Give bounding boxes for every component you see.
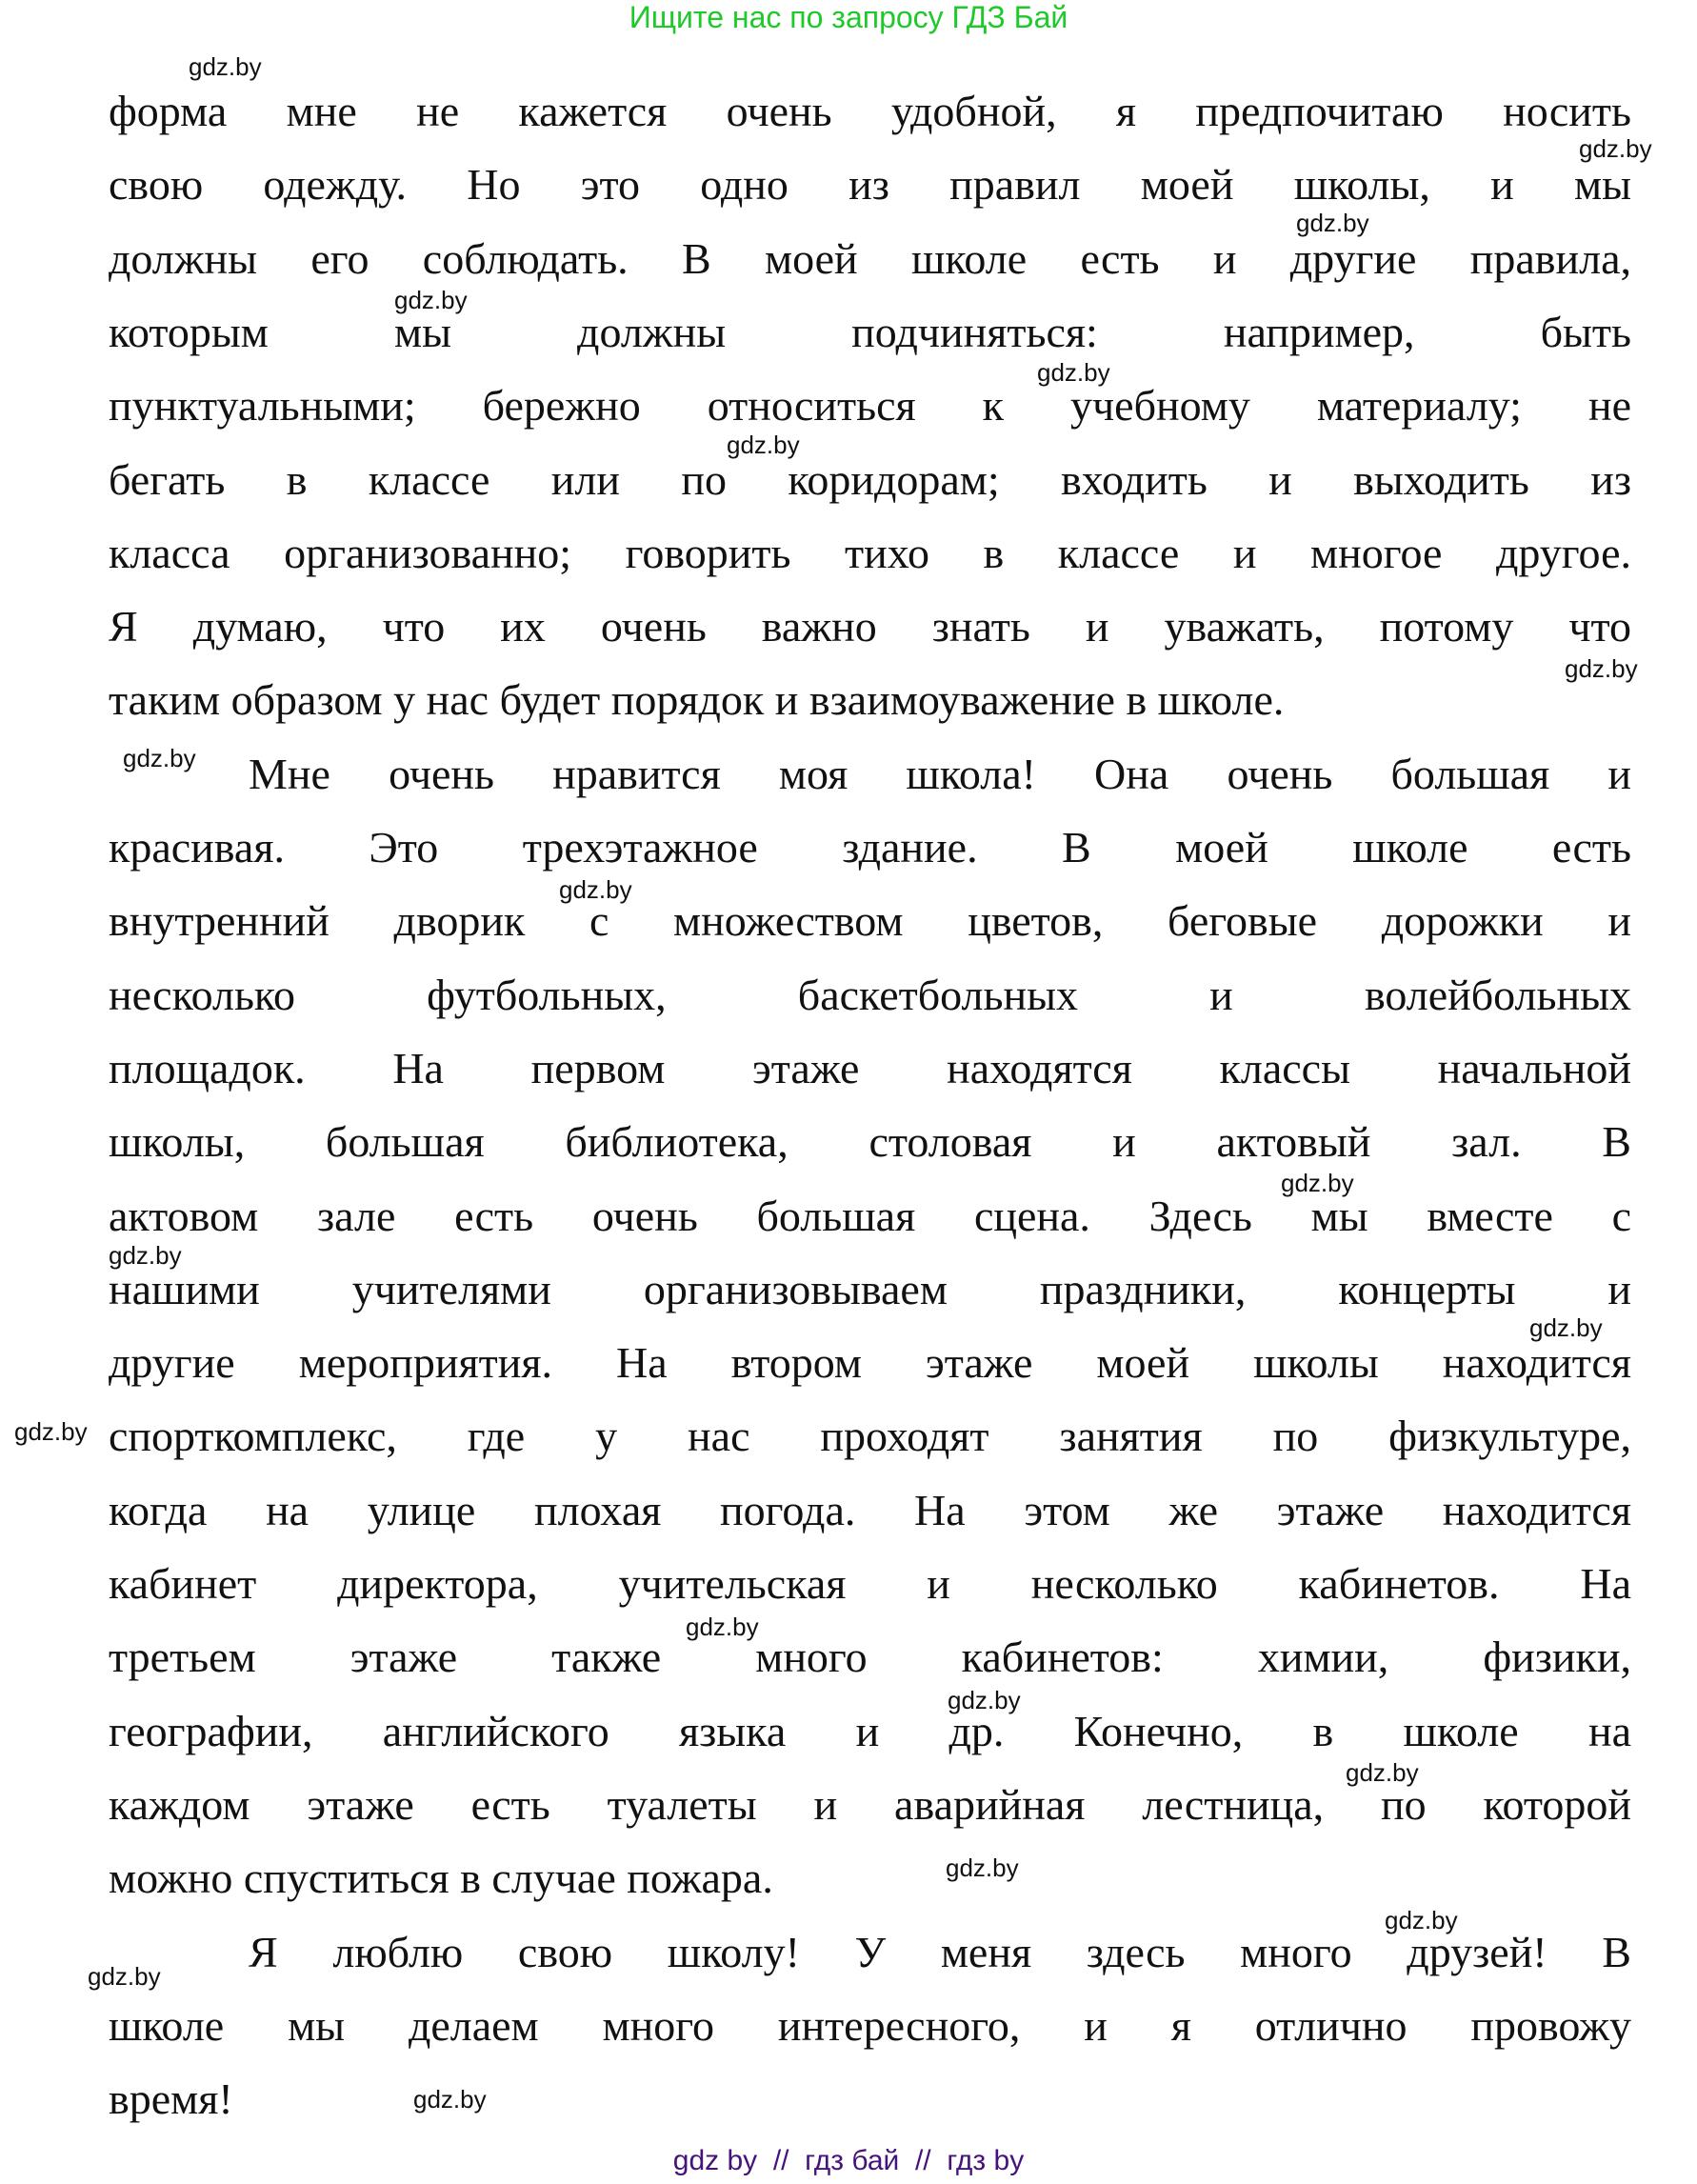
watermark-text: gdz.by bbox=[1296, 209, 1369, 237]
text-line: время! bbox=[109, 2074, 233, 2124]
text-line: Я люблю свою школу! У меня здесь много друзей! В bbox=[249, 1927, 1631, 1976]
watermark-text: gdz.by bbox=[1579, 134, 1652, 163]
text-line: географии, английского языка и др. Конечно, в школе на bbox=[109, 1706, 1631, 1755]
watermark-text: gdz.by bbox=[1346, 1758, 1419, 1787]
footer-banner: gdz by // гдз бай // гдз by bbox=[672, 2145, 1025, 2176]
watermark-text: gdz.by bbox=[14, 1417, 88, 1446]
text-line: форма мне не кажется очень удобной, я предпочитаю носить bbox=[109, 87, 1631, 135]
text-line: несколько футбольных, баскетбольных и волейбольных bbox=[109, 970, 1631, 1019]
watermark-text: gdz.by bbox=[109, 1241, 182, 1270]
text-line: нашими учителями организовываем праздники, концерты и bbox=[109, 1264, 1631, 1313]
text-line: школе мы делаем много интересного, и я отлично провожу bbox=[109, 2000, 1631, 2050]
text-line: Мне очень нравится моя школа! Она очень большая и bbox=[249, 749, 1631, 798]
text-line: Я думаю, что их очень важно знать и уважать, потому что bbox=[109, 602, 1631, 651]
text-line: таким образом у нас будет порядок и взаимоуважение в школе. bbox=[109, 675, 1285, 725]
text-line: должны его соблюдать. В моей школе есть и другие правила, bbox=[109, 233, 1631, 283]
text-line: внутренний дворик с множеством цветов, беговые дорожки и bbox=[109, 896, 1631, 946]
watermark-text: gdz.by bbox=[946, 1853, 1019, 1882]
watermark-text: gdz.by bbox=[1529, 1313, 1603, 1342]
text-line: пунктуальными; бережно относиться к учебному материалу; не bbox=[109, 381, 1631, 431]
watermark-text: gdz.by bbox=[88, 1962, 161, 1991]
watermark-text: gdz.by bbox=[413, 2085, 487, 2114]
text-line: каждом этаже есть туалеты и аварийная лестница, по которой bbox=[109, 1779, 1631, 1829]
text-line: свою одежду. Но это одно из правил моей школы, и мы bbox=[109, 160, 1631, 210]
watermark-text: gdz.by bbox=[686, 1613, 759, 1641]
text-line: когда на улице плохая погода. На этом же этаже находится bbox=[109, 1485, 1631, 1534]
watermark-text: gdz.by bbox=[1037, 358, 1110, 387]
text-line: кабинет директора, учительская и несколько кабинетов. На bbox=[109, 1559, 1631, 1608]
text-line: другие мероприятия. На втором этаже моей школы находится bbox=[109, 1338, 1631, 1388]
watermark-text: gdz.by bbox=[1385, 1906, 1458, 1934]
header-banner: Ищите нас по запросу ГДЗ Бай bbox=[629, 0, 1068, 34]
watermark-text: gdz.by bbox=[123, 744, 196, 772]
text-line: площадок. На первом этаже находятся классы начальной bbox=[109, 1043, 1631, 1092]
watermark-text: gdz.by bbox=[394, 286, 468, 314]
watermark-text: gdz.by bbox=[189, 52, 262, 81]
text-line: спорткомплекс, где у нас проходят занятия по физкультуре, bbox=[109, 1412, 1631, 1461]
watermark-text: gdz.by bbox=[727, 431, 800, 459]
watermark-text: gdz.by bbox=[1565, 654, 1638, 683]
text-line: красивая. Это трехэтажное здание. В моей школе есть bbox=[109, 823, 1631, 872]
text-line: класса организованно; говорить тихо в классе и многое другое. bbox=[109, 528, 1631, 577]
text-line: актовом зале есть очень большая сцена. Здесь мы вместе с bbox=[109, 1191, 1631, 1240]
text-line: школы, большая библиотека, столовая и актовый зал. В bbox=[109, 1117, 1631, 1167]
watermark-text: gdz.by bbox=[1281, 1169, 1354, 1197]
text-line: можно спуститься в случае пожара. bbox=[109, 1853, 773, 1903]
text-line: бегать в классе или по коридорам; входить и выходить из bbox=[109, 454, 1631, 504]
watermark-text: gdz.by bbox=[559, 875, 632, 904]
watermark-text: gdz.by bbox=[948, 1686, 1021, 1714]
text-line: которым мы должны подчиняться: например, быть bbox=[109, 307, 1631, 356]
text-line: третьем этаже также много кабинетов: химии, физики, bbox=[109, 1633, 1631, 1682]
